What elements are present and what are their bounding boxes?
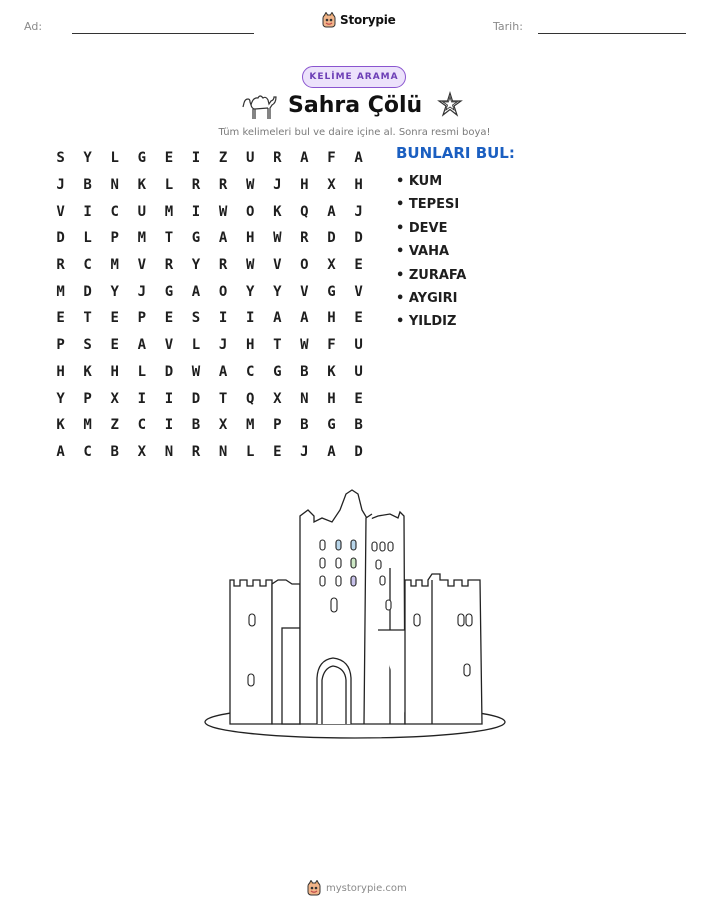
page-title: Sahra Çölü bbox=[288, 93, 423, 118]
grid-row bbox=[47, 172, 372, 199]
word-item: • KUM bbox=[396, 174, 443, 189]
grid-letter[interactable]: P bbox=[137, 310, 147, 327]
grid-letter[interactable]: X bbox=[218, 417, 228, 434]
grid-letter[interactable]: Y bbox=[245, 283, 255, 300]
grid-letter[interactable]: K bbox=[327, 363, 336, 380]
activity-badge: KELİME ARAMA bbox=[302, 66, 406, 88]
grid-letter[interactable]: H bbox=[110, 363, 119, 380]
grid-letter[interactable]: M bbox=[56, 283, 65, 300]
grid-letter[interactable]: E bbox=[164, 310, 174, 327]
grid-letter[interactable]: V bbox=[273, 257, 282, 274]
grid-letter[interactable]: O bbox=[300, 257, 309, 274]
grid-letter[interactable]: Z bbox=[110, 417, 119, 434]
grid-letter[interactable]: B bbox=[191, 417, 201, 434]
grid-letter[interactable]: J bbox=[300, 443, 309, 460]
grid-letter[interactable]: W bbox=[300, 337, 309, 354]
grid-letter[interactable]: G bbox=[327, 283, 336, 300]
grid-letter[interactable]: V bbox=[164, 337, 174, 354]
grid-letter[interactable]: B bbox=[354, 417, 363, 434]
grid-row bbox=[47, 359, 372, 386]
grid-letter[interactable]: D bbox=[354, 443, 363, 460]
grid-letter[interactable]: W bbox=[273, 230, 282, 247]
grid-letter[interactable]: T bbox=[218, 390, 228, 407]
grid-letter[interactable]: A bbox=[218, 230, 228, 247]
grid-letter[interactable]: L bbox=[245, 443, 255, 460]
grid-letter[interactable]: I bbox=[164, 417, 174, 434]
grid-letter[interactable]: G bbox=[137, 150, 147, 167]
grid-letter[interactable]: N bbox=[218, 443, 228, 460]
grid-letter[interactable]: G bbox=[327, 417, 336, 434]
grid-letter[interactable]: J bbox=[354, 203, 363, 220]
grid-letter[interactable]: G bbox=[273, 363, 282, 380]
word-list bbox=[396, 170, 515, 334]
grid-letter[interactable]: C bbox=[83, 443, 92, 460]
grid-letter[interactable]: U bbox=[137, 203, 147, 220]
grid-letter[interactable]: R bbox=[191, 177, 201, 194]
grid-letter[interactable]: B bbox=[300, 363, 309, 380]
grid-letter[interactable]: E bbox=[164, 150, 174, 167]
grid-letter[interactable]: C bbox=[137, 417, 147, 434]
grid-letter[interactable]: U bbox=[354, 337, 363, 354]
grid-letter[interactable]: Y bbox=[273, 283, 282, 300]
grid-letter[interactable]: W bbox=[218, 203, 228, 220]
grid-letter[interactable]: K bbox=[56, 417, 65, 434]
grid-letter[interactable]: Y bbox=[56, 390, 65, 407]
grid-row bbox=[47, 385, 372, 412]
grid-letter[interactable]: G bbox=[164, 283, 174, 300]
grid-letter[interactable]: L bbox=[110, 150, 119, 167]
grid-row bbox=[47, 198, 372, 225]
grid-letter[interactable]: D bbox=[83, 283, 92, 300]
name-line[interactable] bbox=[72, 33, 254, 34]
grid-letter[interactable]: Q bbox=[245, 390, 255, 407]
grid-letter[interactable]: I bbox=[191, 203, 201, 220]
word-item: • TEPESI bbox=[396, 197, 460, 213]
word-item: • ZURAFA bbox=[396, 267, 467, 283]
grid-letter[interactable]: U bbox=[245, 150, 255, 167]
word-list-title: BUNLARI BUL: bbox=[396, 144, 515, 162]
grid-row bbox=[47, 252, 372, 279]
grid-letter[interactable]: R bbox=[218, 257, 228, 274]
grid-letter[interactable]: A bbox=[327, 203, 336, 220]
word-item: • VAHA bbox=[396, 244, 450, 260]
grid-letter[interactable]: A bbox=[273, 310, 282, 327]
grid-letter[interactable]: B bbox=[83, 177, 92, 194]
grid-letter[interactable]: I bbox=[191, 150, 201, 167]
instructions: Tüm kelimeleri bul ve daire içine al. Sonra resmi boya! bbox=[218, 127, 491, 138]
grid-letter[interactable]: H bbox=[56, 363, 65, 380]
grid-letter[interactable]: K bbox=[273, 203, 282, 220]
grid-row bbox=[47, 278, 372, 305]
grid-letter[interactable]: T bbox=[164, 230, 174, 247]
grid-letter[interactable]: E bbox=[56, 310, 65, 327]
grid-letter[interactable]: X bbox=[110, 390, 119, 407]
grid-letter[interactable]: A bbox=[300, 310, 309, 327]
grid-letter[interactable]: A bbox=[218, 363, 228, 380]
grid-letter[interactable]: G bbox=[191, 230, 201, 247]
grid-letter[interactable]: C bbox=[83, 257, 92, 274]
grid-letter[interactable]: D bbox=[56, 230, 65, 247]
grid-letter[interactable]: V bbox=[354, 283, 363, 300]
grid-letter[interactable]: X bbox=[327, 257, 336, 274]
grid-letter[interactable]: W bbox=[245, 177, 255, 194]
word-list-panel bbox=[396, 144, 515, 334]
grid-letter[interactable]: R bbox=[218, 177, 228, 194]
grid-letter[interactable]: Q bbox=[300, 203, 309, 220]
grid-letter[interactable]: R bbox=[56, 257, 65, 274]
grid-row bbox=[47, 225, 372, 252]
grid-letter[interactable]: V bbox=[137, 257, 147, 274]
grid-letter[interactable]: F bbox=[327, 337, 336, 354]
grid-letter[interactable]: R bbox=[300, 230, 309, 247]
grid-letter[interactable]: Y bbox=[83, 150, 92, 167]
grid-letter[interactable]: D bbox=[164, 363, 174, 380]
grid-letter[interactable]: A bbox=[137, 337, 147, 354]
grid-letter[interactable]: V bbox=[300, 283, 309, 300]
grid-letter[interactable]: L bbox=[137, 363, 147, 380]
storypie-logo-icon bbox=[307, 880, 321, 896]
grid-letter[interactable]: H bbox=[245, 337, 255, 354]
grid-letter[interactable]: M bbox=[245, 417, 255, 434]
grid-letter[interactable]: R bbox=[191, 443, 201, 460]
grid-letter[interactable]: J bbox=[218, 337, 228, 354]
grid-letter[interactable]: C bbox=[110, 203, 119, 220]
grid-letter[interactable]: A bbox=[56, 443, 65, 460]
grid-letter[interactable]: S bbox=[56, 150, 65, 167]
castle-illustration bbox=[200, 488, 510, 748]
grid-letter[interactable]: B bbox=[300, 417, 309, 434]
grid-row bbox=[47, 145, 372, 172]
grid-letter[interactable]: I bbox=[137, 390, 147, 407]
grid-letter[interactable]: T bbox=[83, 310, 92, 327]
grid-letter[interactable]: N bbox=[300, 390, 309, 407]
grid-letter[interactable]: J bbox=[137, 283, 147, 300]
grid-letter[interactable]: D bbox=[354, 230, 363, 247]
grid-letter[interactable]: W bbox=[245, 257, 255, 274]
grid-letter[interactable]: O bbox=[218, 283, 228, 300]
grid-letter[interactable]: K bbox=[83, 363, 92, 380]
grid-letter[interactable]: K bbox=[137, 177, 147, 194]
grid-letter[interactable]: U bbox=[354, 363, 363, 380]
grid-letter[interactable]: E bbox=[110, 337, 119, 354]
date-line[interactable] bbox=[538, 33, 686, 34]
grid-letter[interactable]: A bbox=[191, 283, 201, 300]
grid-letter[interactable]: I bbox=[218, 310, 228, 327]
grid-letter[interactable]: O bbox=[245, 203, 255, 220]
grid-letter[interactable]: E bbox=[354, 257, 363, 274]
grid-letter[interactable]: E bbox=[110, 310, 119, 327]
grid-letter[interactable]: I bbox=[245, 310, 255, 327]
grid-row bbox=[47, 439, 372, 466]
grid-row bbox=[47, 332, 372, 359]
grid-letter[interactable]: I bbox=[164, 390, 174, 407]
grid-row bbox=[47, 412, 372, 439]
grid-letter[interactable]: M bbox=[164, 203, 174, 220]
grid-letter[interactable]: J bbox=[56, 177, 65, 194]
grid-letter[interactable]: E bbox=[273, 443, 282, 460]
grid-letter[interactable]: X bbox=[327, 177, 336, 194]
grid-letter[interactable]: R bbox=[273, 150, 282, 167]
grid-letter[interactable]: E bbox=[354, 390, 363, 407]
grid-letter[interactable]: C bbox=[245, 363, 255, 380]
grid-letter[interactable]: L bbox=[191, 337, 201, 354]
grid-letter[interactable]: W bbox=[191, 363, 201, 380]
brand-logo bbox=[322, 12, 396, 28]
grid-letter[interactable]: P bbox=[56, 337, 65, 354]
footer bbox=[307, 880, 407, 896]
grid-letter[interactable]: A bbox=[300, 150, 309, 167]
grid-letter[interactable]: E bbox=[354, 310, 363, 327]
grid-letter[interactable]: M bbox=[110, 257, 119, 274]
grid-letter[interactable]: M bbox=[83, 417, 92, 434]
grid-letter[interactable]: H bbox=[327, 390, 336, 407]
grid-letter[interactable]: H bbox=[327, 310, 336, 327]
grid-letter[interactable]: J bbox=[273, 177, 282, 194]
grid-letter[interactable]: T bbox=[273, 337, 282, 354]
grid-letter[interactable]: P bbox=[110, 230, 119, 247]
grid-letter[interactable]: H bbox=[354, 177, 363, 194]
grid-letter[interactable]: V bbox=[56, 203, 65, 220]
grid-letter[interactable]: R bbox=[164, 257, 174, 274]
date-label: Tarih: bbox=[493, 20, 523, 33]
grid-letter[interactable]: N bbox=[164, 443, 174, 460]
word-item: • AYGIRI bbox=[396, 290, 458, 306]
grid-letter[interactable]: I bbox=[83, 203, 92, 220]
grid-letter[interactable]: H bbox=[245, 230, 255, 247]
grid-letter[interactable]: D bbox=[327, 230, 336, 247]
grid-letter[interactable]: L bbox=[83, 230, 92, 247]
grid-letter[interactable]: F bbox=[327, 150, 336, 167]
grid-letter[interactable]: A bbox=[354, 150, 363, 167]
grid-letter[interactable]: M bbox=[137, 230, 147, 247]
grid-letter[interactable]: S bbox=[191, 310, 201, 327]
grid-letter[interactable]: P bbox=[83, 390, 92, 407]
grid-letter[interactable]: X bbox=[273, 390, 282, 407]
star-icon bbox=[436, 91, 464, 119]
grid-row bbox=[47, 305, 372, 332]
grid-letter[interactable]: A bbox=[327, 443, 336, 460]
grid-letter[interactable]: Z bbox=[218, 150, 228, 167]
word-item: • DEVE bbox=[396, 220, 448, 236]
footer-url: mystorypie.com bbox=[326, 882, 407, 894]
grid-letter[interactable]: P bbox=[273, 417, 282, 434]
camel-icon bbox=[241, 89, 277, 121]
word-search-grid bbox=[47, 145, 372, 465]
name-label: Ad: bbox=[24, 20, 43, 33]
grid-letter[interactable]: Y bbox=[110, 283, 119, 300]
grid-letter[interactable]: D bbox=[191, 390, 201, 407]
grid-letter[interactable]: X bbox=[137, 443, 147, 460]
grid-letter[interactable]: N bbox=[110, 177, 119, 194]
word-item: • YILDIZ bbox=[396, 314, 457, 330]
brand-name: Storypie bbox=[340, 13, 396, 27]
grid-letter[interactable]: S bbox=[83, 337, 92, 354]
grid-letter[interactable]: H bbox=[300, 177, 309, 194]
grid-letter[interactable]: B bbox=[110, 443, 119, 460]
storypie-logo-icon bbox=[322, 12, 336, 28]
grid-letter[interactable]: L bbox=[164, 177, 174, 194]
grid-letter[interactable]: Y bbox=[191, 257, 201, 274]
